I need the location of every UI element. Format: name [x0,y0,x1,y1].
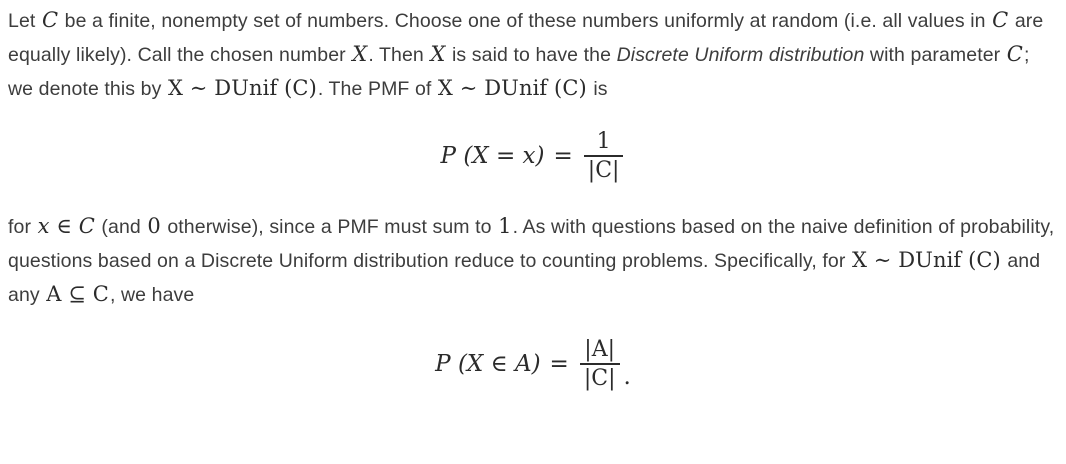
math-expression-dunif: X ∼ DUnif (C) [167,76,317,100]
paragraph-definition [8,4,1058,106]
fraction-numerator: |A| [584,336,616,362]
math-number-zero: 0 [147,213,161,238]
math-expression-A-subset-C: A ⊆ C [46,281,109,306]
equation-relation: = [549,350,569,377]
equation-lhs: P (X ∈ A) [435,350,541,377]
text-fragment: ; we denote this by [8,44,1030,100]
paragraph-counting [8,210,1058,312]
math-symbol-X: X [430,42,446,66]
math-symbol-C: C [1006,42,1023,66]
text-fragment: for [8,215,37,238]
text-fragment: . Then [368,44,430,66]
math-number-one: 1 [498,213,512,238]
text-fragment: is said to have the [446,44,617,66]
math-expression-x-in-C: x ∈ C [37,213,95,238]
equation-row [435,336,631,392]
math-expression-dunif: X ∼ DUnif (C) [437,76,587,100]
text-fragment: otherwise), since a PMF must sum to [161,215,498,238]
text-fragment: with parameter [864,44,1006,66]
fraction-numerator: 1 [596,129,611,154]
math-symbol-C: C [992,8,1009,32]
fraction-denominator: |C| [587,157,620,183]
text-fragment: , we have [109,283,195,306]
display-equation-probability-of-A [8,336,1058,392]
equation-lhs: P (X = x) [440,142,545,169]
text-fragment: . The PMF of [317,78,437,100]
fraction [580,336,620,392]
display-equation-pmf [8,128,1058,184]
text-fragment: Let [8,10,41,32]
text-fragment: and any [8,249,1041,306]
math-expression-dunif: X ∼ DUnif (C) [851,247,1001,272]
math-symbol-C: C [41,8,59,32]
equation-row [441,128,626,184]
fraction-denominator: |C| [583,365,616,391]
math-symbol-X: X [352,42,368,66]
fraction [584,128,624,184]
equation-relation: = [553,142,573,169]
equation-trailing-punctuation: . [623,363,631,390]
text-fragment: are equally likely). Call the chosen number [8,10,1044,66]
text-fragment: is [587,78,608,100]
text-fragment: be a finite, nonempty set of numbers. Choose one of these numbers uniformly at random (i.e. all values in [59,10,992,32]
text-fragment: (and [95,215,147,238]
emphasis-distribution-name: Discrete Uniform distribution [616,44,865,66]
text-fragment: . As with questions based on the naive definition of probability, questions based on a Discrete Uniform distribution reduce to counting problems. Specifically, for [8,215,1055,272]
